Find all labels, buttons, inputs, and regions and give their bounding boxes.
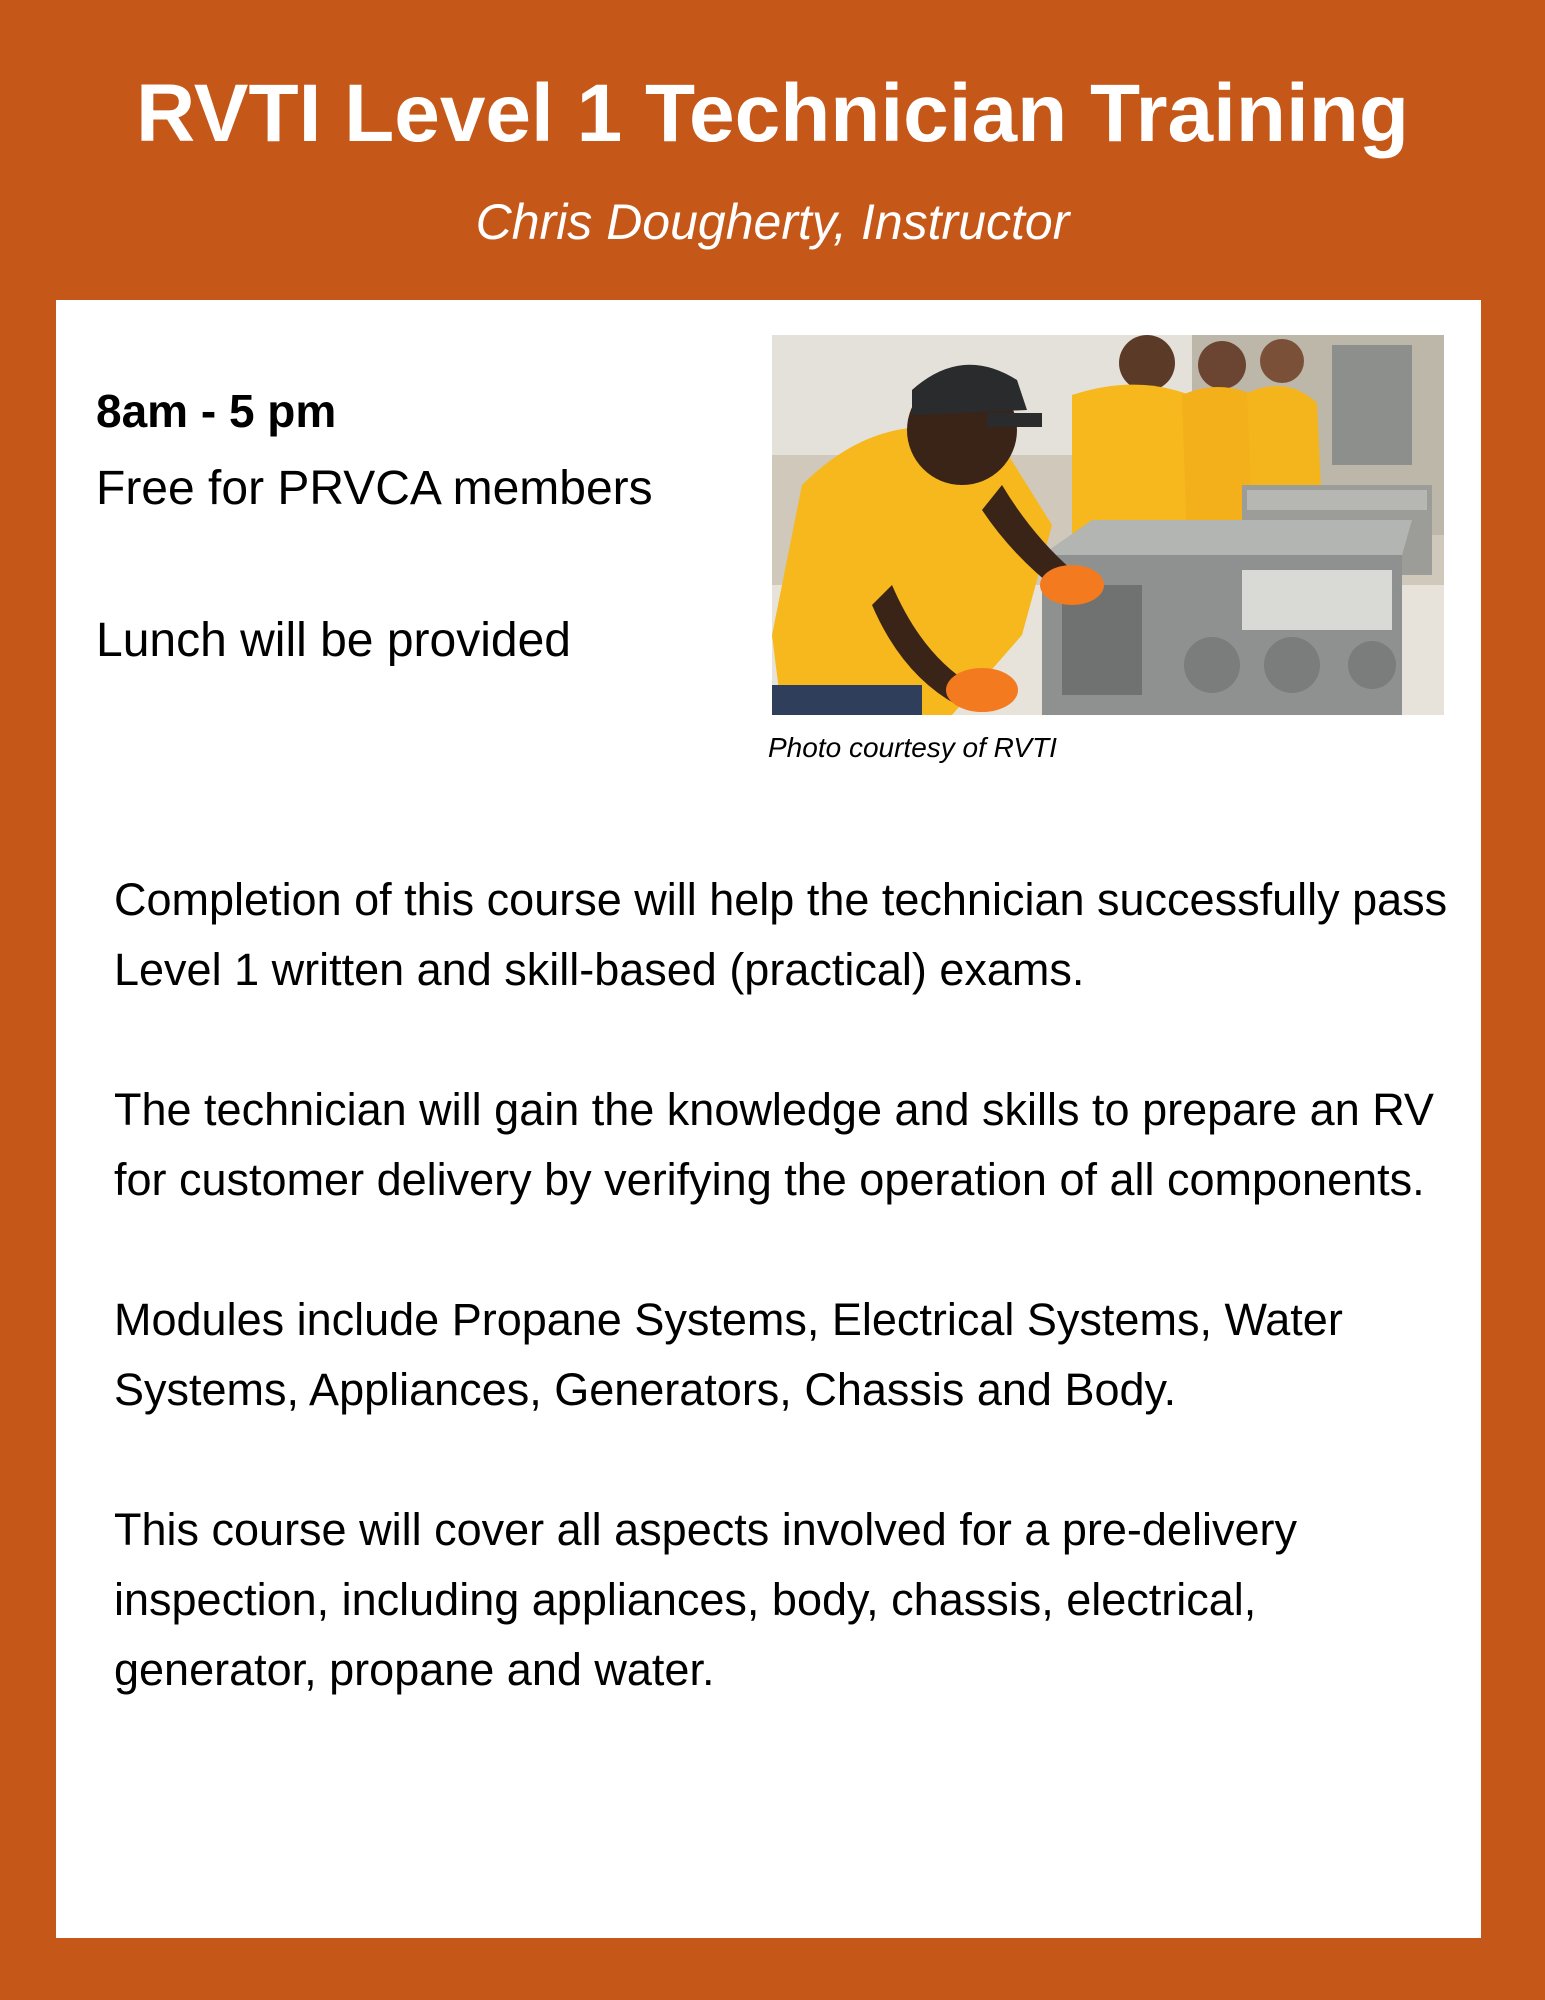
cost-text: Free for PRVCA members xyxy=(96,462,653,515)
lunch-text: Lunch will be provided xyxy=(96,614,571,667)
paragraph-modules: Modules include Propane Systems, Electrical Systems, Water Systems, Appliances, Generators, Chassis and Body. xyxy=(114,1294,1343,1415)
instructor-subtitle: Chris Dougherty, Instructor xyxy=(475,194,1070,250)
training-photo xyxy=(772,335,1444,715)
content-panel xyxy=(56,300,1481,1938)
hours-text: 8am - 5 pm xyxy=(96,385,337,437)
paragraph-completion: Completion of this course will help the technician successfully pass Level 1 written and skill-based (practical) exams. xyxy=(114,874,1448,995)
page-title: RVTI Level 1 Technician Training xyxy=(136,68,1409,159)
photo-caption: Photo courtesy of RVTI xyxy=(768,732,1057,763)
paragraph-coverage: This course will cover all aspects involved for a pre-delivery inspection, including appliances, body, chassis, electrical, generator, propane and water. xyxy=(114,1504,1297,1695)
course-description xyxy=(114,865,1454,1775)
paragraph-knowledge: The technician will gain the knowledge and skills to prepare an RV for customer delivery by verifying the operation of all components. xyxy=(114,1084,1434,1205)
